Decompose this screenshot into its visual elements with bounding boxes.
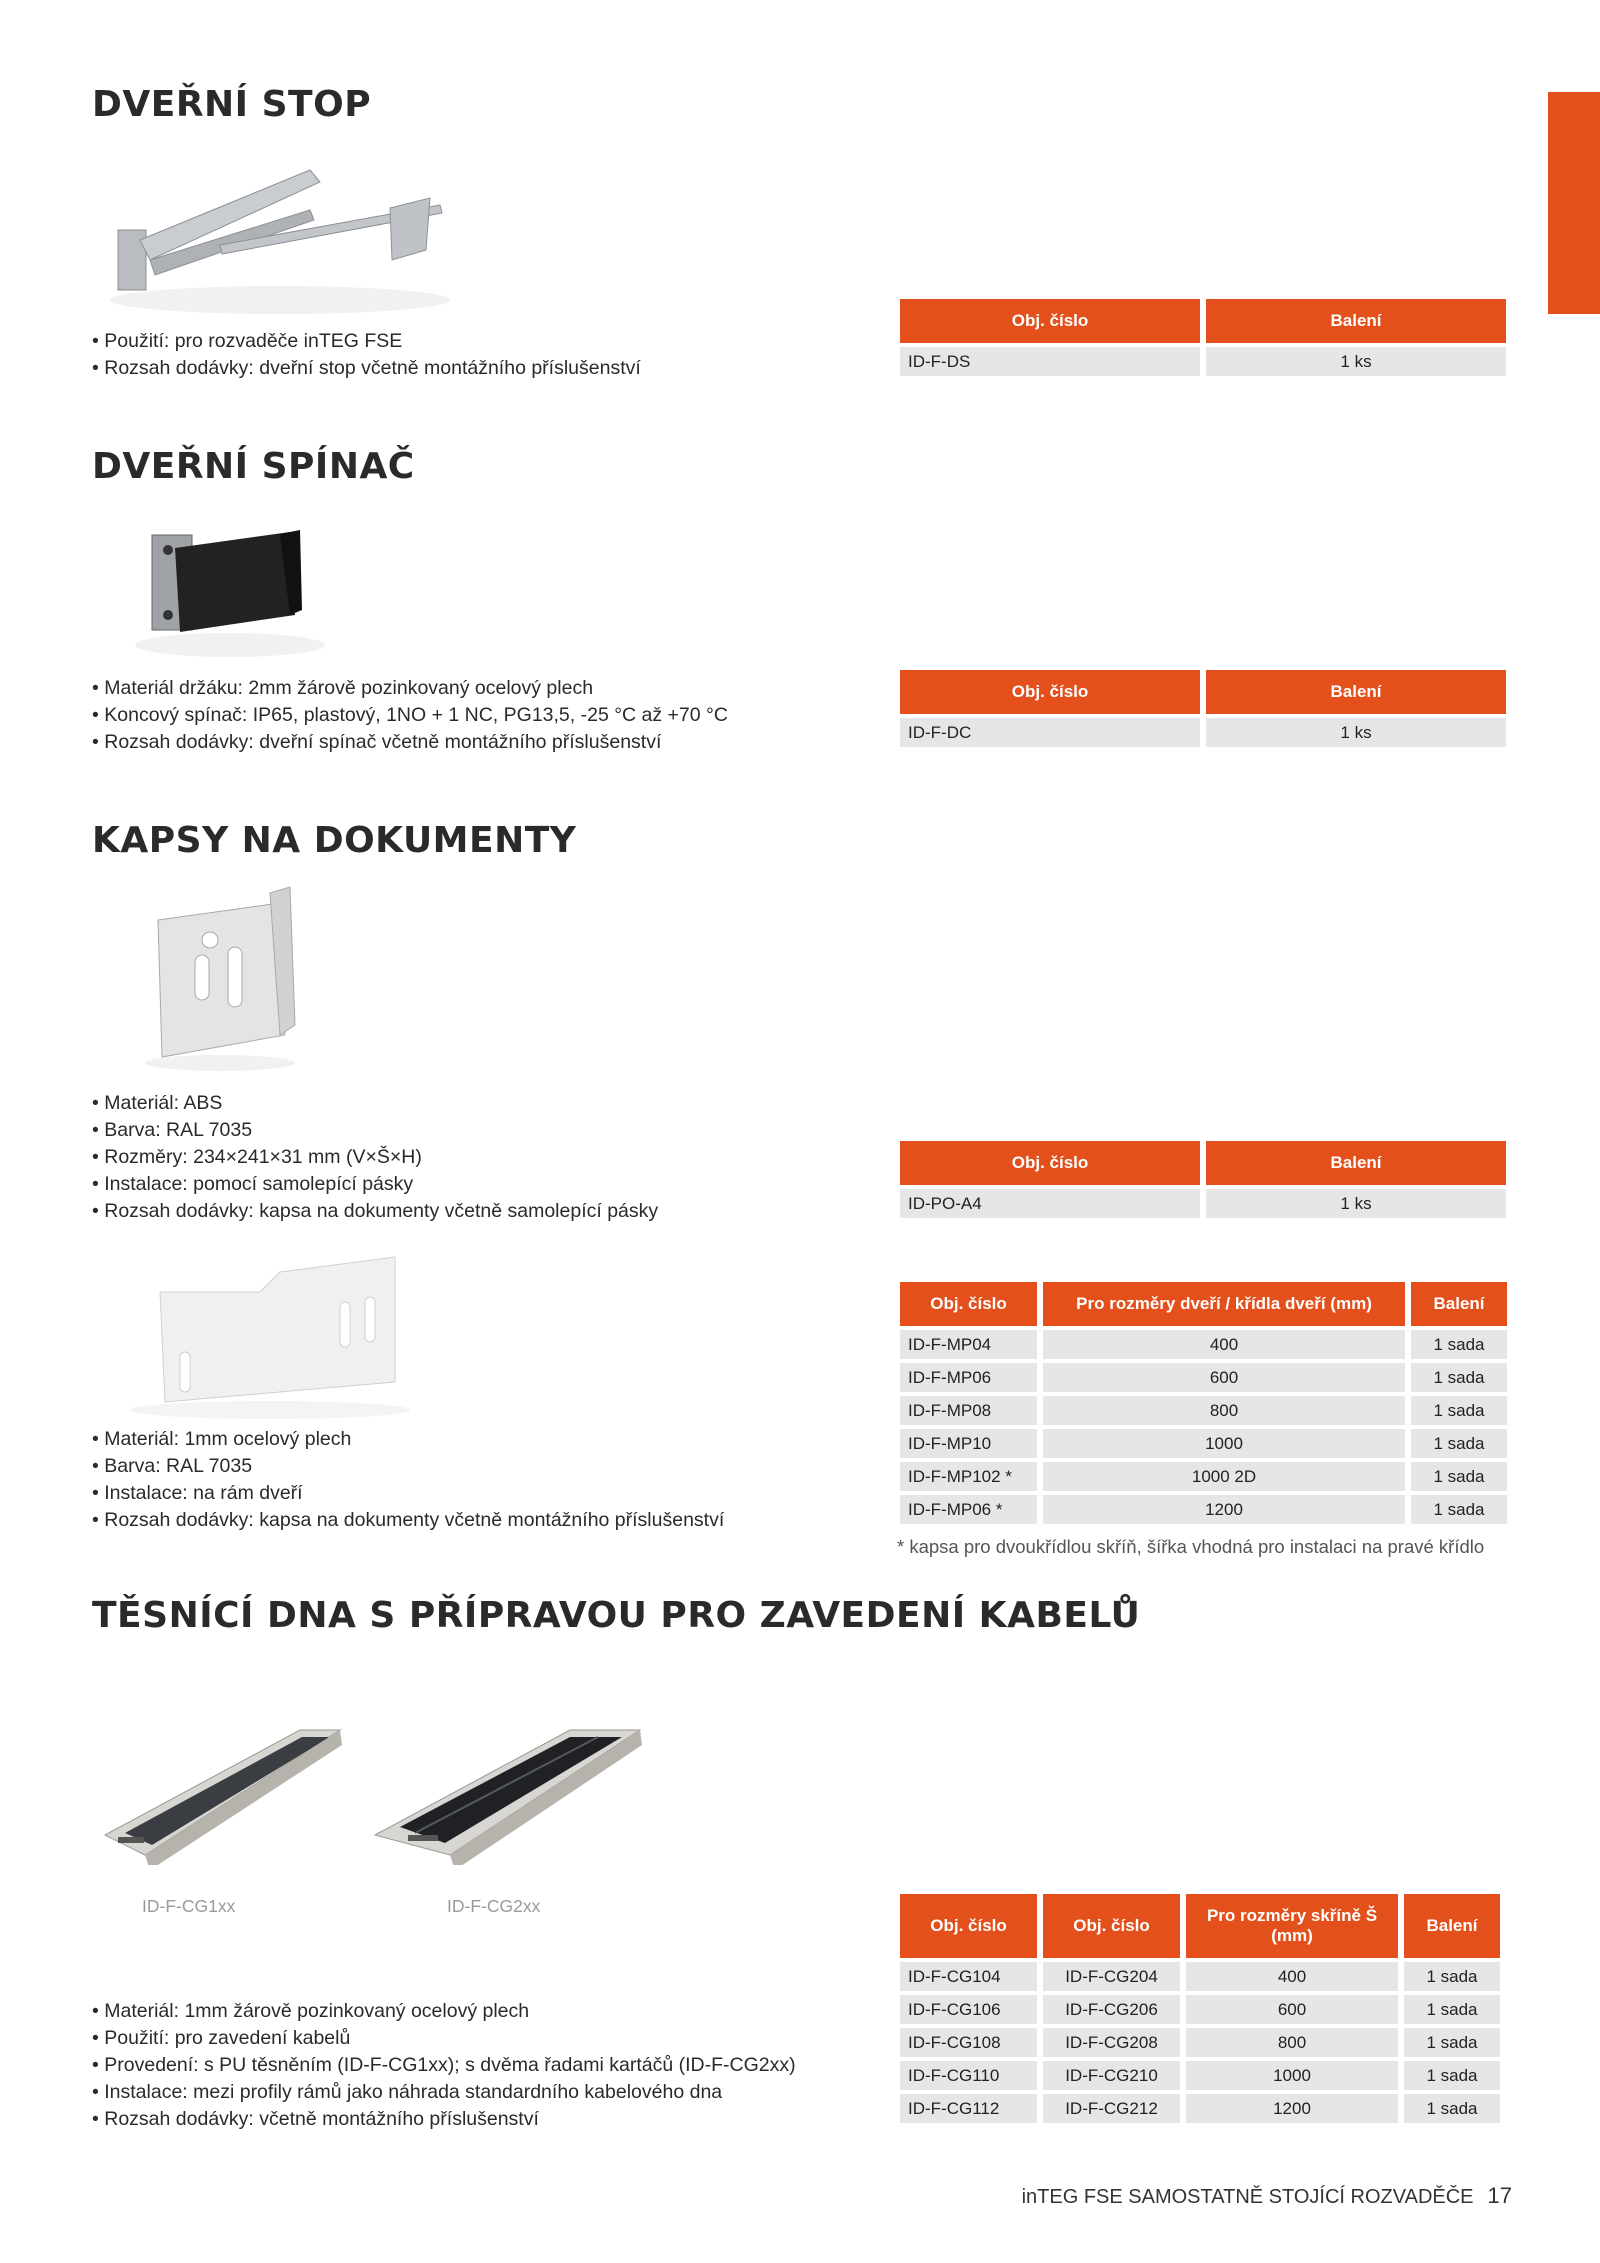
sealing-bottoms-table (894, 1890, 1506, 2127)
cell: 1 sada (1404, 1962, 1500, 1991)
table-row (900, 1462, 1507, 1491)
cell: ID-F-MP10 (900, 1429, 1037, 1458)
door-switch-bullets (92, 675, 728, 756)
doc-pockets-bullets (92, 1090, 658, 1225)
bullet: • Materiál: 1mm žárově pozinkovaný ocelový plech (92, 1998, 796, 2025)
page-number: 17 (1487, 2183, 1512, 2208)
header-order-number-cg1: Obj. číslo (900, 1894, 1037, 1958)
bullet: • Rozsah dodávky: dveřní stop včetně montážního příslušenství (92, 355, 641, 382)
header-packaging: Balení (1206, 670, 1506, 714)
header-order-number: Obj. číslo (900, 1141, 1200, 1185)
cell: 1000 (1186, 2061, 1398, 2090)
bullet: • Rozsah dodávky: kapsa na dokumenty včetně samolepící pásky (92, 1198, 658, 1225)
cell: 400 (1186, 1962, 1398, 1991)
cell: ID-F-CG106 (900, 1995, 1037, 2024)
table-row (900, 347, 1506, 376)
header-cabinet-width: Pro rozměry skříně Š (mm) (1186, 1894, 1398, 1958)
footer-text: inTEG FSE SAMOSTATNĚ STOJÍCÍ ROZVADĚČE (1021, 2186, 1474, 2208)
cell: ID-F-CG204 (1043, 1962, 1180, 1991)
table-row (900, 2094, 1500, 2123)
cell: 800 (1186, 2028, 1398, 2057)
bullet: • Barva: RAL 7035 (92, 1117, 658, 1144)
bullet: • Použití: pro rozvaděče inTEG FSE (92, 328, 641, 355)
bullet: • Materiál držáku: 2mm žárově pozinkovaný ocelový plech (92, 675, 728, 702)
section-tab (1548, 92, 1600, 314)
cell: 1 sada (1411, 1363, 1507, 1392)
cell: ID-F-MP06 (900, 1363, 1037, 1392)
cell: 1 sada (1411, 1396, 1507, 1425)
bullet: • Instalace: pomocí samolepící pásky (92, 1171, 658, 1198)
metal-pockets-table (894, 1278, 1513, 1528)
table-row (900, 2028, 1500, 2057)
cell: ID-F-CG212 (1043, 2094, 1180, 2123)
cell: ID-F-CG112 (900, 2094, 1037, 2123)
bullet: • Materiál: 1mm ocelový plech (92, 1426, 724, 1453)
table-row (900, 1495, 1507, 1524)
cell: ID-F-DS (900, 347, 1200, 376)
header-order-number: Obj. číslo (900, 1282, 1037, 1326)
cell: 800 (1043, 1396, 1405, 1425)
cell: 1 sada (1404, 2094, 1500, 2123)
table-row (900, 1962, 1500, 1991)
door-switch-title: DVEŘNÍ SPÍNAČ (92, 446, 415, 487)
caption-cg1xx: ID-F-CG1xx (142, 1896, 236, 1916)
doc-pockets-table (894, 1137, 1512, 1222)
header-packaging: Balení (1404, 1894, 1500, 1958)
page-footer (1022, 2183, 1512, 2209)
header-packaging: Balení (1206, 1141, 1506, 1185)
caption-cg2xx: ID-F-CG2xx (447, 1896, 541, 1916)
cell: ID-F-CG104 (900, 1962, 1037, 1991)
header-order-number: Obj. číslo (900, 299, 1200, 343)
cell: 1 sada (1404, 2061, 1500, 2090)
bullet: • Provedení: s PU těsněním (ID-F-CG1xx); s dvěma řadami kartáčů (ID-F-CG2xx) (92, 2052, 796, 2079)
header-door-size: Pro rozměry dveří / křídla dveří (mm) (1043, 1282, 1405, 1326)
cell: 1 sada (1404, 1995, 1500, 2024)
table-row (900, 718, 1506, 747)
bullet: • Barva: RAL 7035 (92, 1453, 724, 1480)
cell: 1000 2D (1043, 1462, 1405, 1491)
cell: 1 sada (1411, 1462, 1507, 1491)
bullet: • Materiál: ABS (92, 1090, 658, 1117)
table-row (900, 1189, 1506, 1218)
table-row (900, 1363, 1507, 1392)
header-packaging: Balení (1411, 1282, 1507, 1326)
table-row (900, 1429, 1507, 1458)
cell: 400 (1043, 1330, 1405, 1359)
bullet: • Koncový spínač: IP65, plastový, 1NO + 1 NC, PG13,5, -25 °C až +70 °C (92, 702, 728, 729)
table-row (900, 1330, 1507, 1359)
cell: 1000 (1043, 1429, 1405, 1458)
cell: 1200 (1043, 1495, 1405, 1524)
cell: ID-F-MP102 * (900, 1462, 1037, 1491)
door-stop-table (894, 295, 1512, 380)
cell: ID-F-DC (900, 718, 1200, 747)
cell: ID-F-MP04 (900, 1330, 1037, 1359)
cell: ID-F-MP08 (900, 1396, 1037, 1425)
bullet: • Instalace: mezi profily rámů jako náhrada standardního kabelového dna (92, 2079, 796, 2106)
cell: ID-F-CG110 (900, 2061, 1037, 2090)
header-order-number: Obj. číslo (900, 670, 1200, 714)
bullet: • Rozsah dodávky: dveřní spínač včetně montážního příslušenství (92, 729, 728, 756)
metal-pockets-bullets (92, 1426, 724, 1534)
table-row (900, 2061, 1500, 2090)
metal-pocket-image (120, 1252, 410, 1422)
cell: 600 (1186, 1995, 1398, 2024)
bullet: • Instalace: na rám dveří (92, 1480, 724, 1507)
table-row (900, 1995, 1500, 2024)
door-stop-title: DVEŘNÍ STOP (92, 84, 372, 125)
cg1-sealing-bottom-image (90, 1715, 380, 1865)
cell: 1 ks (1206, 347, 1506, 376)
door-switch-table (894, 666, 1512, 751)
cell: 1 ks (1206, 718, 1506, 747)
doc-pockets-title: KAPSY NA DOKUMENTY (92, 820, 577, 861)
cell: 1 ks (1206, 1189, 1506, 1218)
cell: 1 sada (1404, 2028, 1500, 2057)
header-order-number-cg2: Obj. číslo (1043, 1894, 1180, 1958)
door-stop-image (100, 150, 460, 320)
cell: ID-F-CG206 (1043, 1995, 1180, 2024)
cell: ID-F-CG108 (900, 2028, 1037, 2057)
sealing-bottoms-title: TĚSNÍCÍ DNA S PŘÍPRAVOU PRO ZAVEDENÍ KABELŮ (92, 1595, 1141, 1636)
cg2-sealing-bottom-image (360, 1715, 650, 1865)
table-row (900, 1396, 1507, 1425)
cell: 1 sada (1411, 1429, 1507, 1458)
bullet: • Použití: pro zavedení kabelů (92, 2025, 796, 2052)
sealing-bottoms-bullets (92, 1998, 796, 2133)
abs-pocket-image (140, 885, 320, 1075)
cell: ID-F-CG208 (1043, 2028, 1180, 2057)
door-stop-bullets (92, 328, 641, 382)
cell: 600 (1043, 1363, 1405, 1392)
cell: 1 sada (1411, 1330, 1507, 1359)
cell: ID-F-MP06 * (900, 1495, 1037, 1524)
bullet: • Rozsah dodávky: včetně montážního příslušenství (92, 2106, 796, 2133)
bullet: • Rozsah dodávky: kapsa na dokumenty včetně montážního příslušenství (92, 1507, 724, 1534)
cell: ID-F-CG210 (1043, 2061, 1180, 2090)
cell: ID-PO-A4 (900, 1189, 1200, 1218)
header-packaging: Balení (1206, 299, 1506, 343)
footnote: * kapsa pro dvoukřídlou skříň, šířka vhodná pro instalaci na pravé křídlo (897, 1536, 1485, 1557)
door-switch-image (130, 520, 330, 660)
bullet: • Rozměry: 234×241×31 mm (V×Š×H) (92, 1144, 658, 1171)
cell: 1200 (1186, 2094, 1398, 2123)
cell: 1 sada (1411, 1495, 1507, 1524)
